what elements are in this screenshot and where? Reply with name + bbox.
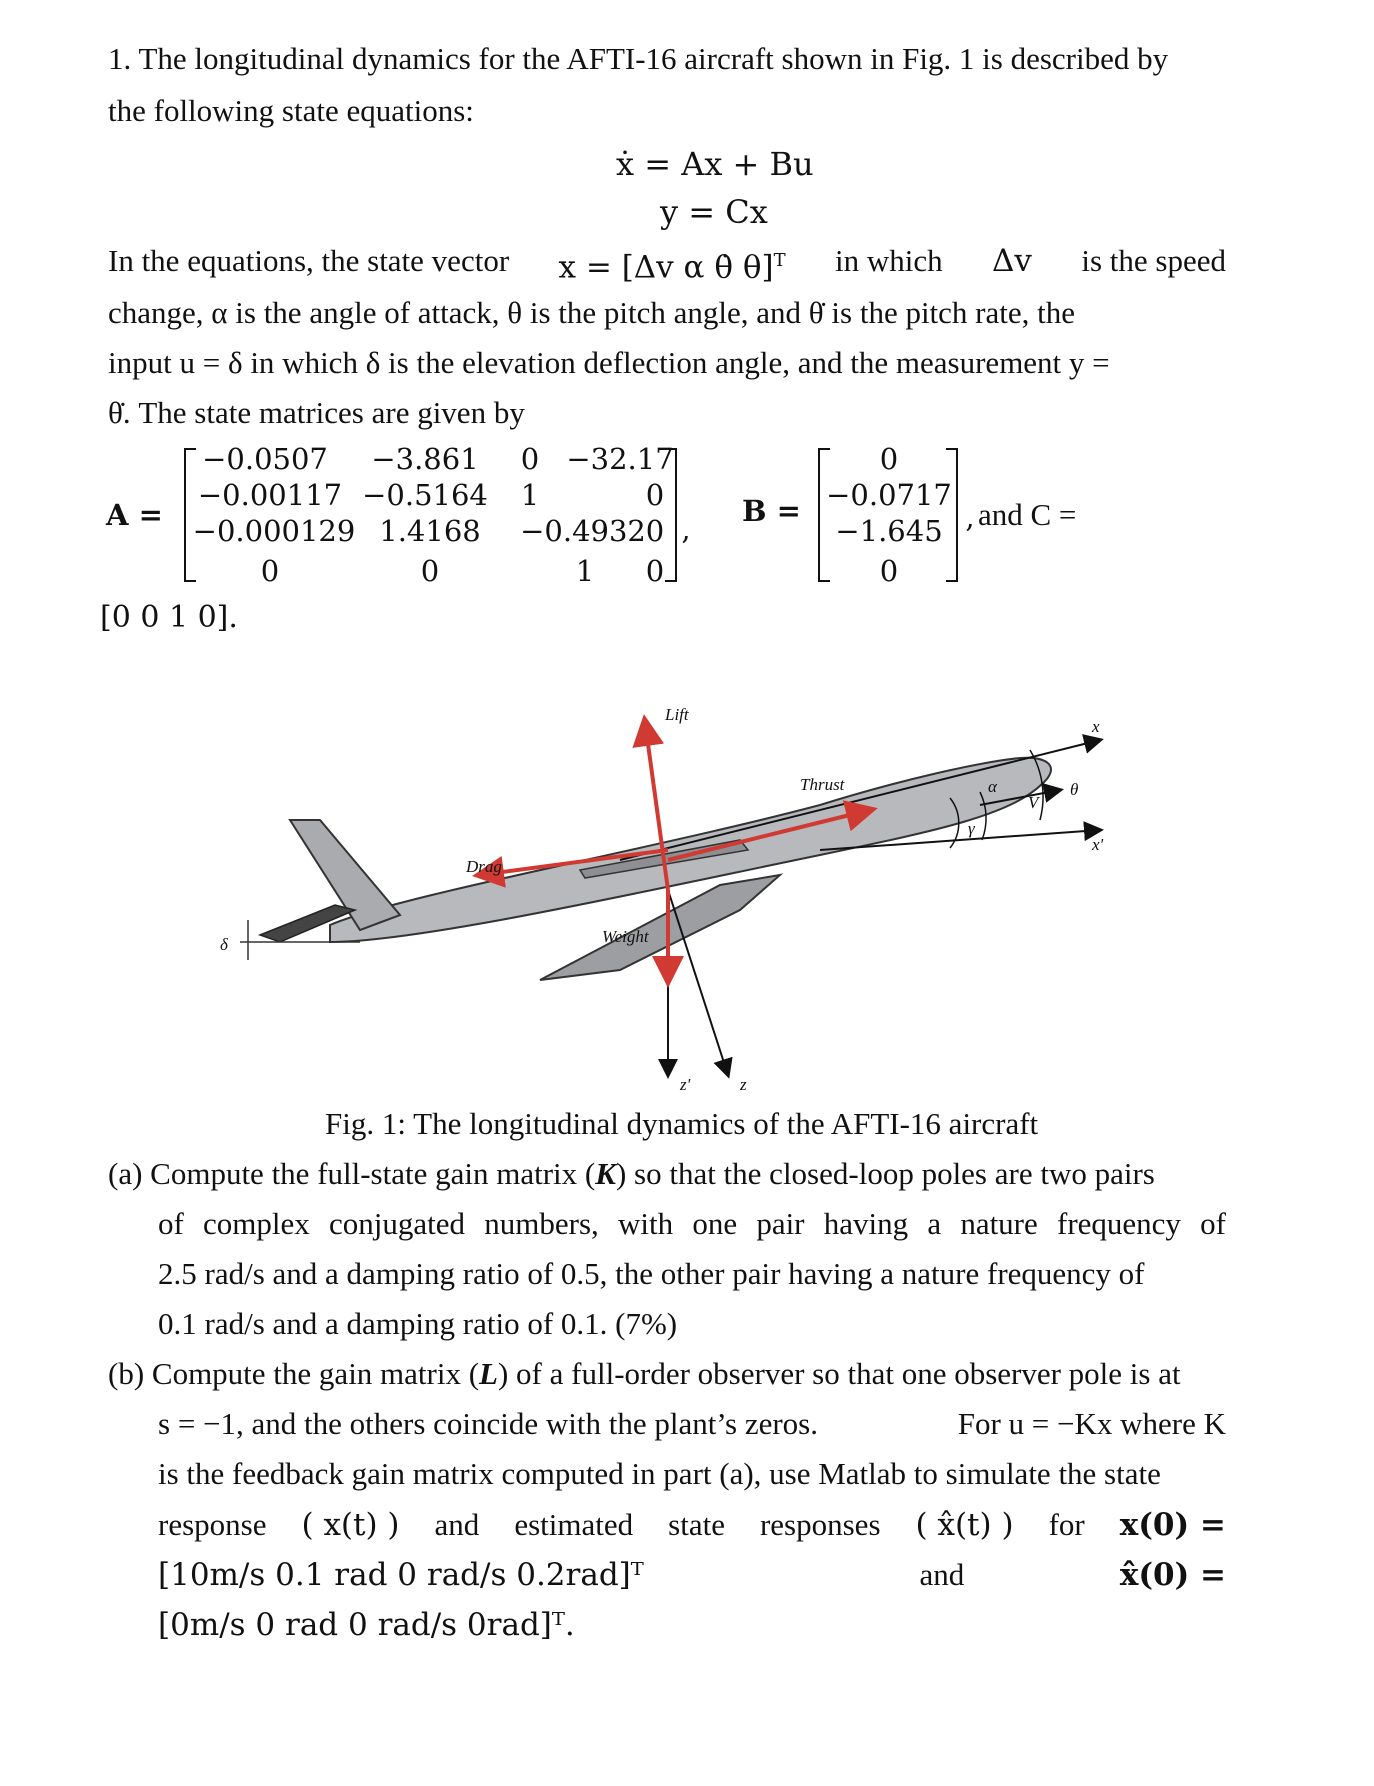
part-b-line-6: [0m/s 0 rad 0 rad/s 0rad]ᵀ. <box>158 1607 575 1643</box>
p1-text-c: is the speed <box>1081 243 1226 278</box>
part-a-line-2: of complex conjugated numbers, with one pair having a nature frequency of <box>158 1206 1226 1241</box>
paragraph-line-3: input u = δ in which δ is the elevation deflection angle, and the measurement y = <box>108 345 1110 380</box>
matrix-b-label: B = <box>742 494 801 528</box>
a-cell-33: −0.4932 <box>520 514 646 548</box>
paragraph-line-4: θ̇. The state matrices are given by <box>108 395 525 430</box>
z-label: z <box>740 1075 747 1094</box>
theta-label: θ <box>1070 780 1079 799</box>
a-cell-22: −0.5164 <box>362 478 488 512</box>
p1-text-a: In the equations, the state vector <box>108 243 510 278</box>
alpha-label: α <box>988 777 997 796</box>
b-cell-3: −1.645 <box>835 514 943 548</box>
a-cell-11: −0.0507 <box>202 442 328 476</box>
state-equation: ẋ = Ax + Bu <box>616 145 814 183</box>
gamma-label: γ <box>968 819 975 838</box>
lift-label: Lift <box>665 705 689 724</box>
b-cell-4: 0 <box>879 554 899 588</box>
intro-line-2: the following state equations: <box>108 93 474 128</box>
a-cell-23: 1 <box>520 478 540 512</box>
b-cell-2: −0.0717 <box>826 478 952 512</box>
output-equation: y = Cx <box>660 193 768 231</box>
a-cell-12: −3.861 <box>371 442 479 476</box>
a-cell-43: 1 <box>575 554 595 588</box>
p1-text-b: in which <box>835 243 943 278</box>
matrix-a-label: A = <box>106 498 163 532</box>
part-b-line-3: is the feedback gain matrix computed in part (a), use Matlab to simulate the state <box>158 1456 1161 1491</box>
a-cell-41: 0 <box>260 554 280 588</box>
part-a-line-4: 0.1 rad/s and a damping ratio of 0.1. (7%) <box>158 1306 678 1341</box>
a-cell-34: 0 <box>645 514 665 548</box>
matrix-a-comma: , <box>681 512 691 546</box>
part-a-line-3: 2.5 rad/s and a damping ratio of 0.5, the other pair having a nature frequency of <box>158 1256 1145 1291</box>
a-cell-31: −0.000129 <box>192 514 356 548</box>
v-label: V <box>1028 793 1039 812</box>
a-cell-44: 0 <box>645 554 665 588</box>
part-b-line-1: (b) Compute the gain matrix (L) of a full-order observer so that one observer pole is at <box>108 1356 1181 1391</box>
matrix-b-comma: , <box>965 500 975 534</box>
p1-delta-v: Δv <box>992 243 1032 279</box>
a-cell-14: −32.17 <box>566 442 674 476</box>
part-a-line-1: (a) Compute the full-state gain matrix (K) so that the closed-loop poles are two pairs <box>108 1156 1155 1191</box>
part-b-line-2: s = −1, and the others coincide with the plant’s zeros. For u = −Kx where K <box>158 1406 1226 1441</box>
intro-line-1: 1. The longitudinal dynamics for the AFTI-16 aircraft shown in Fig. 1 is described by <box>108 41 1169 76</box>
figure-caption: Fig. 1: The longitudinal dynamics of the AFTI-16 aircraft <box>325 1106 1039 1141</box>
delta-label: δ <box>220 935 228 954</box>
b-cell-1: 0 <box>879 442 899 476</box>
drag-label: Drag <box>466 857 502 876</box>
a-cell-32: 1.4168 <box>379 514 481 548</box>
and-c-label: and C = <box>978 497 1077 532</box>
a-cell-42: 0 <box>420 554 440 588</box>
a-cell-21: −0.00117 <box>197 478 343 512</box>
aircraft-figure <box>220 680 1140 1100</box>
paragraph-line-1 <box>108 242 1226 286</box>
part-b-line-5: [10m/s 0.1 rad 0 rad/s 0.2rad]ᵀ and x̂(0) = <box>158 1557 1226 1593</box>
matrix-c-row: [0 0 1 0]. <box>100 600 238 635</box>
z-prime-label: z' <box>680 1075 691 1094</box>
thrust-label: Thrust <box>800 775 845 794</box>
part-b-line-4: response ( x(t) ) and estimated state responses ( x̂(t) ) for x(0) = <box>158 1507 1226 1543</box>
paragraph-line-2: change, α is the angle of attack, θ is the pitch angle, and θ̇ is the pitch rate, the <box>108 295 1076 330</box>
state-vector: x = [Δv α θ̇ θ]$^T$ <box>558 249 786 286</box>
x-label: x <box>1092 717 1100 736</box>
a-cell-13: 0 <box>520 442 540 476</box>
x-prime-label: x' <box>1092 835 1104 854</box>
weight-label: Weight <box>602 927 649 946</box>
a-cell-24: 0 <box>645 478 665 512</box>
